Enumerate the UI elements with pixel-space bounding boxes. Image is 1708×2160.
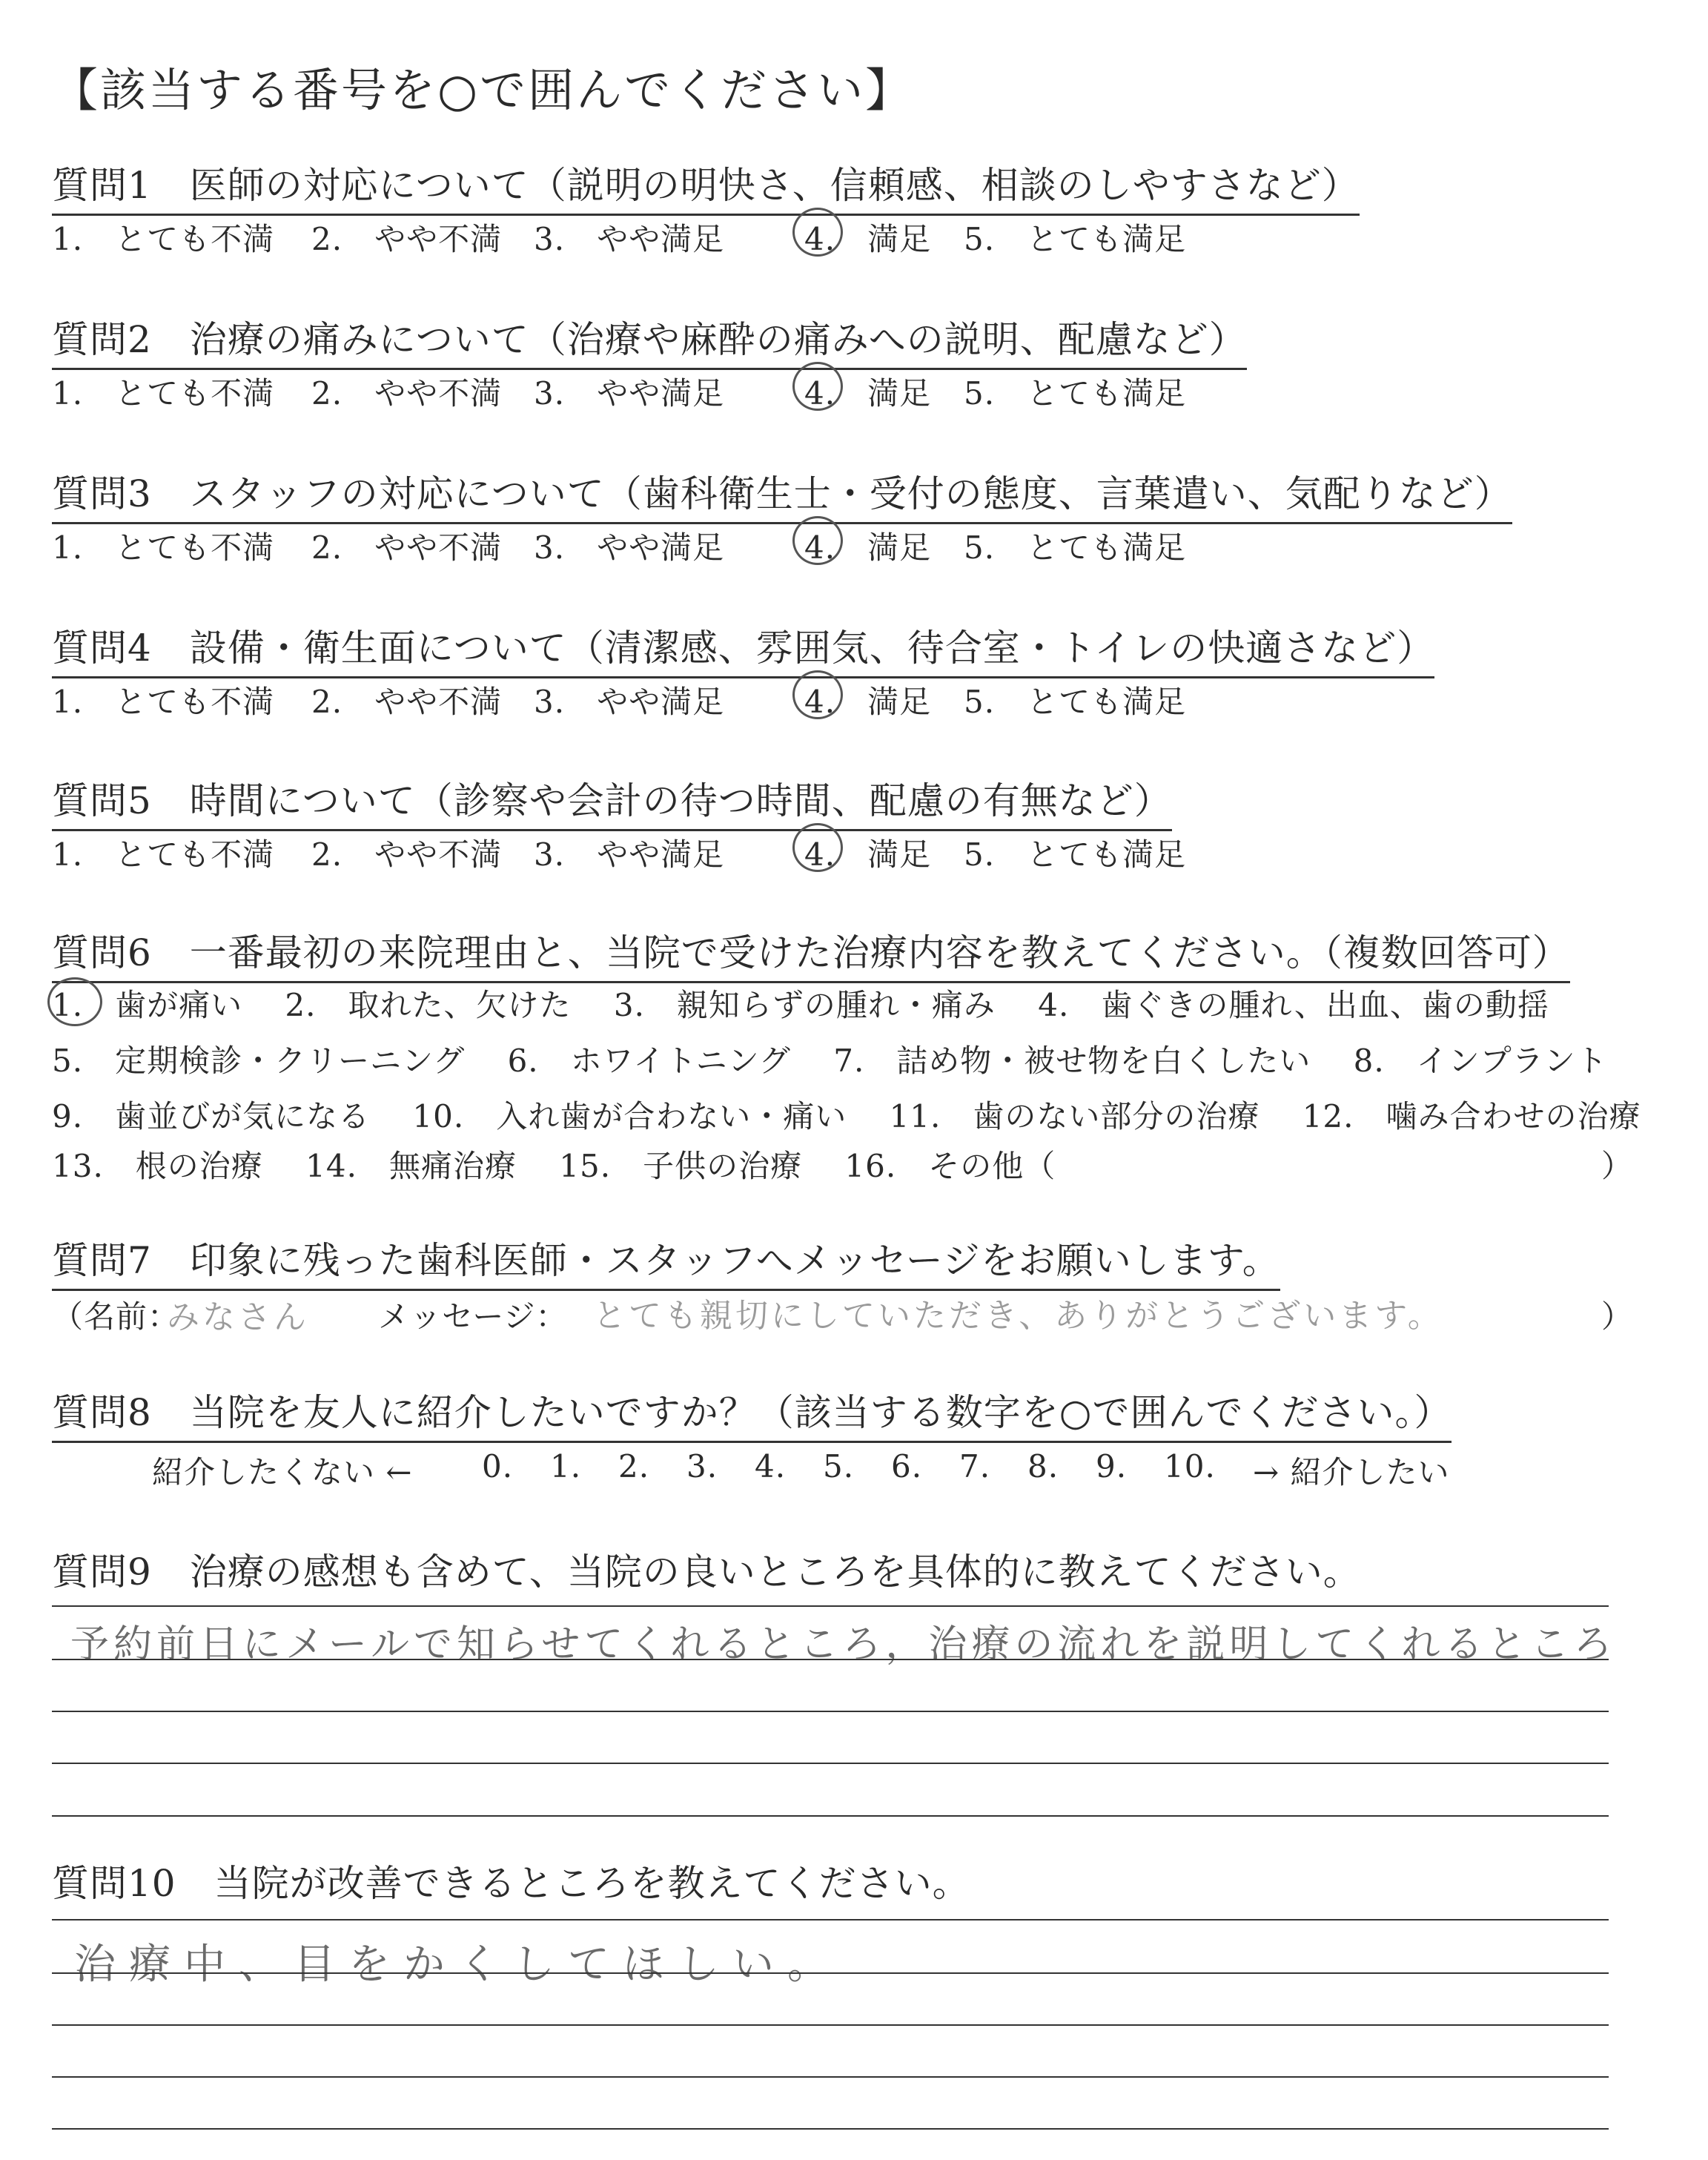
q2-selected-mark [792, 362, 843, 411]
q5-heading: 質問5 時間について（診察や会計の待つ時間、配慮の有無など） [52, 771, 1172, 831]
q2-option-5[interactable]: 5. とても満足 [964, 375, 1187, 412]
q8-scale-6[interactable]: 6. [891, 1448, 923, 1484]
q4-option-1[interactable]: 1. とても不満 [52, 684, 275, 720]
q8-right-label: → 紹介したい [1253, 1454, 1450, 1490]
q10-rule-3 [52, 2024, 1609, 2026]
q6-row-2: 5. 定期検診・クリーニング 6. ホワイトニング 7. 詰め物・被せ物を白くしたい 8. インプラント [52, 1043, 1608, 1079]
q9-answer: 予約前日にメールで知らせてくれるところ，治療の流れを説明してくれるところ [70, 1622, 1617, 1667]
q6-selected-mark [47, 977, 102, 1026]
q5-selected-mark [792, 823, 843, 872]
q7-heading: 質問7 印象に残った歯科医師・スタッフへメッセージをお願いします。 [52, 1231, 1280, 1291]
q7-name-label: （名前： [52, 1298, 180, 1335]
q8-scale-4[interactable]: 4. [755, 1448, 787, 1484]
q9-rule-4 [52, 1763, 1609, 1764]
q8-scale-10[interactable]: 10. [1164, 1448, 1216, 1484]
q2-option-1[interactable]: 1. とても不満 [52, 375, 275, 412]
q7-name-value: みなさん [167, 1298, 309, 1336]
q8-left-label: 紹介したくない ← [152, 1454, 413, 1490]
q3-option-4[interactable]: 4. 満足 [804, 529, 932, 566]
q9-heading: 質問9 治療の感想も含めて、当院の良いところを具体的に教えてください。 [52, 1550, 1361, 1593]
q10-rule-4 [52, 2076, 1609, 2078]
q8-scale-8[interactable]: 8. [1027, 1448, 1059, 1484]
q4-option-5[interactable]: 5. とても満足 [964, 684, 1187, 720]
q8-scale-5[interactable]: 5. [823, 1448, 855, 1484]
q8-scale-2[interactable]: 2. [618, 1448, 650, 1484]
q6-close-paren: ） [1601, 1148, 1634, 1184]
q8-scale-7[interactable]: 7. [959, 1448, 991, 1484]
q5-option-4[interactable]: 4. 満足 [804, 836, 932, 873]
q3-option-2[interactable]: 2. やや不満 [311, 529, 503, 566]
q1-option-4[interactable]: 4. 満足 [804, 221, 932, 257]
q6-row-4: 13. 根の治療 14. 無痛治療 15. 子供の治療 16. その他（ [52, 1148, 1056, 1184]
q3-option-5[interactable]: 5. とても満足 [964, 529, 1187, 566]
q8-scale-1[interactable]: 1. [550, 1448, 582, 1484]
q2-option-2[interactable]: 2. やや不満 [311, 375, 503, 412]
q5-option-1[interactable]: 1. とても不満 [52, 836, 275, 873]
q8-scale-9[interactable]: 9. [1096, 1448, 1128, 1484]
q3-option-3[interactable]: 3. やや満足 [534, 529, 725, 566]
q8-scale-0[interactable]: 0. [482, 1448, 514, 1484]
q6-heading: 質問6 一番最初の来院理由と、当院で受けた治療内容を教えてください。（複数回答可） [52, 923, 1570, 983]
q9-rule-2 [52, 1659, 1609, 1660]
q4-heading: 質問4 設備・衛生面について（清潔感、雰囲気、待合室・トイレの快適さなど） [52, 618, 1434, 678]
q3-option-1[interactable]: 1. とても不満 [52, 529, 275, 566]
q1-option-2[interactable]: 2. やや不満 [311, 221, 503, 257]
q6-row-1: 1. 歯が痛い 2. 取れた、欠けた 3. 親知らずの腫れ・痛み 4. 歯ぐきの腫れ、出血、歯の動揺 [52, 987, 1549, 1023]
q10-rule-5 [52, 2128, 1609, 2130]
q9-rule-1 [52, 1605, 1609, 1607]
q1-option-1[interactable]: 1. とても不満 [52, 221, 275, 257]
q10-heading: 質問10 当院が改善できるところを教えてください。 [52, 1862, 970, 1905]
q4-option-3[interactable]: 3. やや満足 [534, 684, 725, 720]
q10-rule-2 [52, 1972, 1609, 1974]
q3-selected-mark [792, 516, 843, 565]
q1-heading: 質問1 医師の対応について（説明の明快さ、信頼感、相談のしやすさなど） [52, 156, 1360, 216]
q9-rule-5 [52, 1815, 1609, 1817]
q4-selected-mark [792, 670, 843, 719]
q8-scale-3[interactable]: 3. [686, 1448, 718, 1484]
q4-option-2[interactable]: 2. やや不満 [311, 684, 503, 720]
q1-option-3[interactable]: 3. やや満足 [534, 221, 725, 257]
q6-row-3: 9. 歯並びが気になる 10. 入れ歯が合わない・痛い 11. 歯のない部分の治療 12. 噛み合わせの治療 [52, 1098, 1641, 1135]
q10-answer: 治療中、目をかくしてほしい。 [74, 1941, 842, 1989]
q2-heading: 質問2 治療の痛みについて（治療や麻酔の痛みへの説明、配慮など） [52, 310, 1247, 370]
q7-close-paren: ） [1601, 1298, 1634, 1335]
q8-heading: 質問8 当院を友人に紹介したいですか？（該当する数字を○で囲んでください。） [52, 1383, 1452, 1443]
q10-rule-1 [52, 1919, 1609, 1920]
q7-message-label: メッセージ： [378, 1298, 568, 1335]
q5-option-3[interactable]: 3. やや満足 [534, 836, 725, 873]
q3-heading: 質問3 スタッフの対応について（歯科衛生士・受付の態度、言葉遣い、気配りなど） [52, 464, 1512, 524]
q5-option-5[interactable]: 5. とても満足 [964, 836, 1187, 873]
q9-rule-3 [52, 1711, 1609, 1712]
page-title: 【該当する番号を○で囲んでください】 [52, 63, 914, 117]
q2-option-4[interactable]: 4. 満足 [804, 375, 932, 412]
q2-option-3[interactable]: 3. やや満足 [534, 375, 725, 412]
q1-option-5[interactable]: 5. とても満足 [964, 221, 1187, 257]
q7-message-value: とても親切にしていただき、ありがとうございます。 [593, 1297, 1443, 1335]
q4-option-4[interactable]: 4. 満足 [804, 684, 932, 720]
q5-option-2[interactable]: 2. やや不満 [311, 836, 503, 873]
q1-selected-mark [792, 208, 843, 257]
